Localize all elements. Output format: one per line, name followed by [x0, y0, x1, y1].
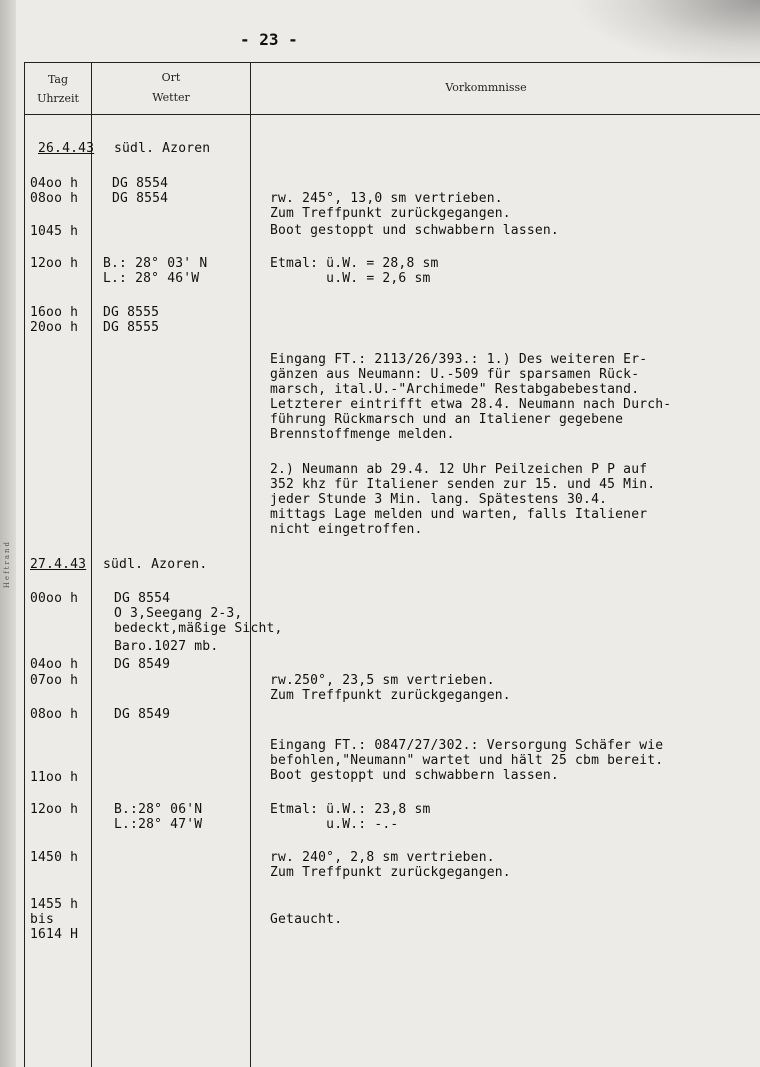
table-left-border [24, 62, 25, 1067]
header-vorkommnisse: Vorkommnisse [445, 81, 527, 94]
position-2000: DG 8555 [103, 320, 160, 335]
position-0400-b: DG 8549 [114, 657, 171, 672]
time-2000: 20oo h [30, 320, 79, 335]
event-1100: Boot gestoppt und schwabbern lassen. [270, 768, 559, 783]
date-27-4-43: 27.4.43 [30, 557, 87, 572]
ft2-line-2: 352 khz für Italiener senden zur 15. und 45 Min. [270, 477, 656, 492]
event-1045: Boot gestoppt und schwabbern lassen. [270, 223, 559, 238]
ft1-line-6: Brennstoffmenge melden. [270, 427, 455, 442]
header-ort: Ort [161, 71, 181, 84]
event-0800-b: Zum Treffpunkt zurückgegangen. [270, 206, 511, 221]
time-0400-b: 04oo h [30, 657, 79, 672]
etmal-1200-b: u.W. = 2,6 sm [270, 271, 431, 286]
time-1100: 11oo h [30, 770, 79, 785]
time-bis: bis [30, 912, 55, 927]
position-0800: DG 8554 [112, 191, 169, 206]
position-1200-lat: B.: 28° 03' N [103, 256, 208, 271]
time-0800: 08oo h [30, 191, 79, 206]
position-0400: DG 8554 [112, 176, 169, 191]
weather-0000-d: Baro.1027 mb. [114, 639, 219, 654]
margin-note: Heftrand [3, 540, 11, 589]
weather-0000-a: DG 8554 [114, 591, 171, 606]
binding-edge [0, 0, 16, 1067]
time-1455: 1455 h [30, 897, 79, 912]
etmal-1200-d: u.W.: -.- [270, 817, 399, 832]
header-tag: Tag [47, 73, 69, 86]
ft2-line-1: 2.) Neumann ab 29.4. 12 Uhr Peilzeichen P P auf [270, 462, 648, 477]
event-0800-a: rw. 245°, 13,0 sm vertrieben. [270, 191, 503, 206]
ft3-line-2: befohlen,"Neumann" wartet und hält 25 cbm bereit. [270, 753, 664, 768]
etmal-1200-a: Etmal: ü.W. = 28,8 sm [270, 256, 439, 271]
table-top-rule [24, 62, 760, 63]
ft2-line-4: mittags Lage melden und warten, falls Italiener [270, 507, 648, 522]
time-0800-b: 08oo h [30, 707, 79, 722]
ft1-line-5: führung Rückmarsch und an Italiener gegebene [270, 412, 624, 427]
ft1-line-2: gänzen aus Neumann: U.-509 für sparsamen Rück- [270, 367, 640, 382]
ft2-line-5: nicht eingetroffen. [270, 522, 423, 537]
ft1-line-4: Letzterer eintrifft etwa 28.4. Neumann nach Durch- [270, 397, 672, 412]
date-26-4-43: 26.4.43 [38, 141, 95, 156]
ft3-line-1: Eingang FT.: 0847/27/302.: Versorgung Schäfer wie [270, 738, 664, 753]
event-1455: Getaucht. [270, 912, 343, 927]
weather-0000-c: bedeckt,mäßige Sicht, [114, 621, 283, 636]
header-bottom-rule [24, 114, 760, 115]
location-26-4: südl. Azoren [114, 141, 211, 156]
time-1600: 16oo h [30, 305, 79, 320]
event-1450-b: Zum Treffpunkt zurückgegangen. [270, 865, 511, 880]
column-divider-1 [91, 62, 92, 1067]
scan-smudge [570, 0, 760, 70]
etmal-1200-c: Etmal: ü.W.: 23,8 sm [270, 802, 431, 817]
weather-0000-b: O 3,Seegang 2-3, [114, 606, 243, 621]
time-0400: 04oo h [30, 176, 79, 191]
page-number: - 23 - [240, 30, 298, 49]
position-1600: DG 8555 [103, 305, 160, 320]
position-1200-lon-b: L.:28° 47'W [114, 817, 203, 832]
location-27-4: südl. Azoren. [103, 557, 208, 572]
time-0700: 07oo h [30, 673, 79, 688]
ft1-line-1: Eingang FT.: 2113/26/393.: 1.) Des weiteren Er- [270, 352, 648, 367]
header-uhrzeit: Uhrzeit [37, 92, 79, 105]
column-divider-2 [250, 62, 251, 1067]
position-0800-b: DG 8549 [114, 707, 171, 722]
time-1200: 12oo h [30, 256, 79, 271]
header-wetter: Wetter [152, 91, 190, 104]
position-1200-lat-b: B.:28° 06'N [114, 802, 203, 817]
ft1-line-3: marsch, ital.U.-"Archimede" Restabgabebestand. [270, 382, 640, 397]
time-0000: 00oo h [30, 591, 79, 606]
time-1614: 1614 H [30, 927, 79, 942]
ft2-line-3: jeder Stunde 3 Min. lang. Spätestens 30.4. [270, 492, 608, 507]
position-1200-lon: L.: 28° 46'W [103, 271, 200, 286]
event-1450-a: rw. 240°, 2,8 sm vertrieben. [270, 850, 495, 865]
event-0700-a: rw.250°, 23,5 sm vertrieben. [270, 673, 495, 688]
event-0700-b: Zum Treffpunkt zurückgegangen. [270, 688, 511, 703]
time-1200-b: 12oo h [30, 802, 79, 817]
time-1045: 1045 h [30, 224, 79, 239]
time-1450: 1450 h [30, 850, 79, 865]
